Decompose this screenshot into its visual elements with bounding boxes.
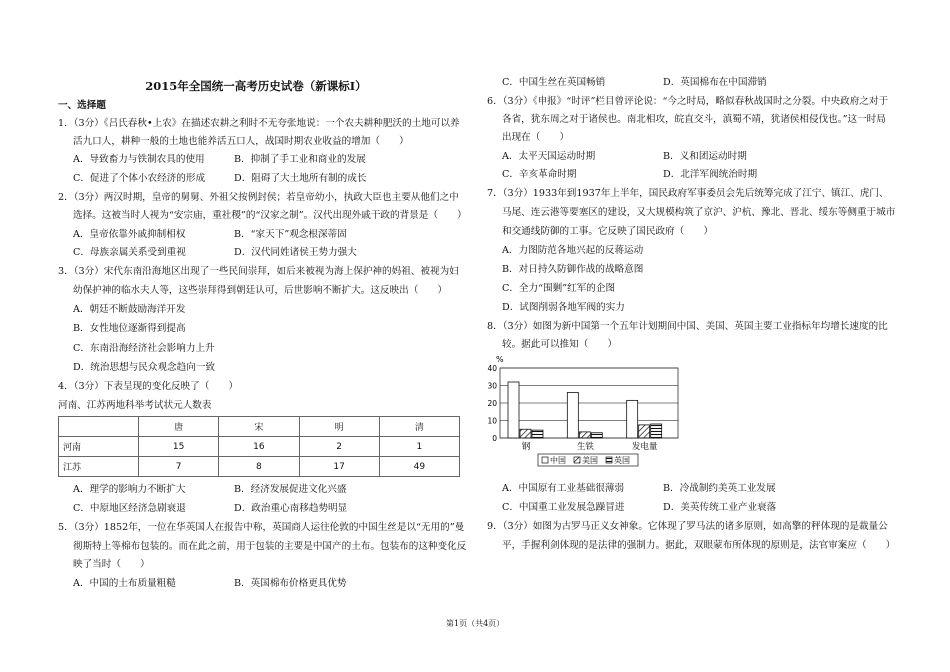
table-cell: 宋 — [219, 417, 299, 437]
question-text: 2．（3分）两汉时期，皇帝的舅舅、外祖父按例封侯；若皇帝幼小，执政大臣也主要从他们之中 — [58, 192, 459, 203]
option-c: C．全力“围剿”红军的企图 — [502, 283, 616, 294]
table-cell — [59, 417, 139, 437]
question-text: 平，手握利剑体现的是法律的强制力。据此，双眼蒙布所体现的原则是，法官审案应（ ） — [502, 540, 896, 551]
table-cell: 8 — [219, 457, 299, 477]
table-header-row — [59, 417, 460, 437]
option-d: D．汉代同姓诸侯王势力强大 — [234, 247, 357, 258]
question-text: 较。据此可以推知（ ） — [502, 339, 618, 350]
table-caption: 河南、江苏两地科举考试状元人数表 — [58, 400, 212, 411]
y-tick-label: 10 — [487, 416, 497, 426]
bar-英国-生铁 — [591, 433, 602, 438]
option-c: C．中国生丝在英国畅销 — [502, 77, 606, 88]
option-b: B．英国棉布价格更具优势 — [234, 578, 347, 589]
question-text: 1．（3分）《吕氏春秋•上农》在描述农耕之利时不无夸张地说：一个农夫耕种肥沃的土地可以养 — [58, 118, 460, 129]
option-c: C．中国重工业发展急躁冒进 — [502, 502, 625, 513]
y-axis-label: % — [496, 355, 504, 364]
chart-bars — [508, 382, 662, 438]
option-d: D．阻碍了大土地所有制的成长 — [234, 173, 367, 184]
question-text: 幼保护神的临水夫人等，这些崇拜得到朝廷认可，后世影响不断扩大。这反映出（ ） — [73, 285, 448, 296]
question-text: 和交通线防御的工事。它反映了国民政府（ ） — [502, 226, 714, 237]
x-tick-label: 发电量 — [631, 442, 658, 452]
table-cell: 15 — [139, 437, 219, 457]
option-a: A．导致畜力与铁制农具的使用 — [73, 154, 205, 165]
bar-英国-发电量 — [651, 424, 662, 438]
option-a: A．中国的土布质量粗糙 — [73, 578, 176, 589]
exam-table — [58, 416, 460, 477]
option-d: D．试图削弱各地军阀的实力 — [502, 302, 625, 313]
question-text: 各省，犹东周之对于诸侯也。南北相攻，皖直交斗，滇蜀不靖，犹诸侯相侵伐也。”这一时局 — [502, 114, 886, 125]
bar-美国-生铁 — [579, 432, 590, 438]
question-text: 活九口人，耕种一般的土地也能养活五口人，战国时期农业收益的增加（ ） — [73, 136, 409, 147]
option-a: A．太平天国运动时期 — [502, 151, 596, 162]
legend-swatch — [542, 457, 548, 463]
option-a: A．皇帝依靠外戚抑制相权 — [73, 229, 186, 240]
y-tick-label: 40 — [487, 364, 497, 373]
option-d: D．北洋军阀统治时期 — [663, 169, 758, 180]
option-a: A．朝廷不断鼓励海洋开发 — [73, 304, 186, 315]
option-c: C．促进了个体小农经济的形成 — [73, 173, 206, 184]
question-text: 5．（3分）1852年，一位在华英国人在报告中称，英国商人运往伦敦的中国生丝是以“无用的”曼 — [58, 522, 465, 533]
question-text: 马尾、连云港等要塞区的建设，又大规模构筑了京沪、沪杭、豫北、晋北、绥东等侧重于城市 — [502, 207, 896, 218]
question-text: 选择。这被当时人视为“安宗庙，重社稷”的“汉家之制”。汉代出现外戚干政的背景是（ ） — [73, 210, 467, 221]
legend-label: 中国 — [550, 456, 566, 465]
option-a: A．中国原有工业基础很薄弱 — [502, 483, 625, 494]
option-b: B．“家天下”观念根深蒂固 — [234, 229, 347, 240]
legend-label: 英国 — [614, 456, 630, 465]
option-d: D．英国棉布在中国滞销 — [663, 77, 767, 88]
option-c: C．母族亲属关系受到重视 — [73, 247, 186, 258]
table-cell: 清 — [379, 417, 459, 437]
legend-swatch — [606, 457, 612, 463]
table-cell: 16 — [219, 437, 299, 457]
y-tick-label: 20 — [487, 399, 497, 408]
question-text: 4．（3分）下表呈现的变化反映了（ ） — [58, 381, 239, 392]
option-c: C．中原地区经济急剧衰退 — [73, 503, 186, 514]
growth-bar-chart — [480, 352, 700, 476]
option-d: D．美英传统工业产业衰落 — [663, 502, 777, 513]
option-a: A．力图防范各地兴起的反蒋运动 — [502, 245, 644, 256]
table-cell: 49 — [379, 457, 459, 477]
question-text: 彻斯特上等棉布包装的。而在此之前，用于包装的主要是中国产的土布。包装布的这种变化反 — [73, 541, 467, 552]
question-text: 9．（3分）如图为古罗马正义女神象。它体现了罗马法的诸多原则，如高擎的秤体现的是裁量公 — [487, 521, 888, 532]
question-text: 7．（3分）1933年到1937年上半年，国民政府军事委员会先后统筹完成了江宁、镇江、虎门、 — [487, 188, 889, 199]
bar-中国-发电量 — [627, 400, 638, 438]
option-c: C．辛亥革命时期 — [502, 169, 577, 180]
option-b: B．女性地位逐渐得到提高 — [73, 323, 186, 334]
bar-中国-生铁 — [567, 393, 578, 439]
page-title: 2015年全国统一高考历史试卷（新课标Ⅰ） — [145, 79, 367, 93]
bar-英国-钢 — [532, 430, 543, 438]
table-cell: 2 — [299, 437, 379, 457]
option-a: A．理学的影响力不断扩大 — [73, 484, 186, 495]
option-b: B．义和团运动时期 — [663, 151, 747, 162]
table-row — [59, 457, 460, 477]
option-b: B．抑制了手工业和商业的发展 — [234, 154, 366, 165]
option-d: D．统治思想与民众观念趋向一致 — [73, 362, 216, 373]
question-text: 出现在（ ） — [502, 132, 570, 143]
question-text: 8．（3分）如图为新中国第一个五年计划期间中国、美国、英国主要工业指标年均增长速度的比 — [487, 321, 888, 332]
option-d: D．政治重心南移趋势明显 — [234, 503, 348, 514]
table-cell: 河南 — [59, 437, 139, 457]
x-tick-label: 生铁 — [576, 442, 594, 452]
bar-中国-钢 — [508, 382, 519, 438]
legend-swatch — [574, 457, 580, 463]
table-cell: 唐 — [139, 417, 219, 437]
table-cell: 明 — [299, 417, 379, 437]
option-b: B．经济发展促进文化兴盛 — [234, 484, 347, 495]
bar-美国-发电量 — [639, 425, 650, 438]
bar-美国-钢 — [520, 429, 531, 438]
table-row — [59, 437, 460, 457]
table-cell: 1 — [379, 437, 459, 457]
question-text: 映了当时（ ） — [73, 559, 150, 570]
question-text: 6．（3分）《申报》“时评”栏目曾评论说：“今之时局，略似春秋战国时之分裂。中央政府之对于 — [487, 96, 889, 107]
option-b: B．对日持久防御作战的战略意图 — [502, 264, 644, 275]
option-c: C．东南沿海经济社会影响力上升 — [73, 343, 215, 354]
table-cell: 江苏 — [59, 457, 139, 477]
y-tick-label: 30 — [487, 381, 497, 391]
y-tick-label: 0 — [492, 434, 497, 443]
option-b: B．冷战制约美英工业发展 — [663, 483, 776, 494]
table-cell: 7 — [139, 457, 219, 477]
table-cell: 17 — [299, 457, 379, 477]
legend-label: 美国 — [582, 456, 598, 465]
section-heading: 一、选择题 — [58, 100, 106, 111]
question-text: 3．（3分）宋代东南沿海地区出现了一些民间崇拜，如后来被视为海上保护神的妈祖、被视为妇 — [58, 266, 459, 277]
x-tick-label: 钢 — [521, 442, 531, 452]
page-footer: 第1页（共4页） — [446, 619, 505, 628]
